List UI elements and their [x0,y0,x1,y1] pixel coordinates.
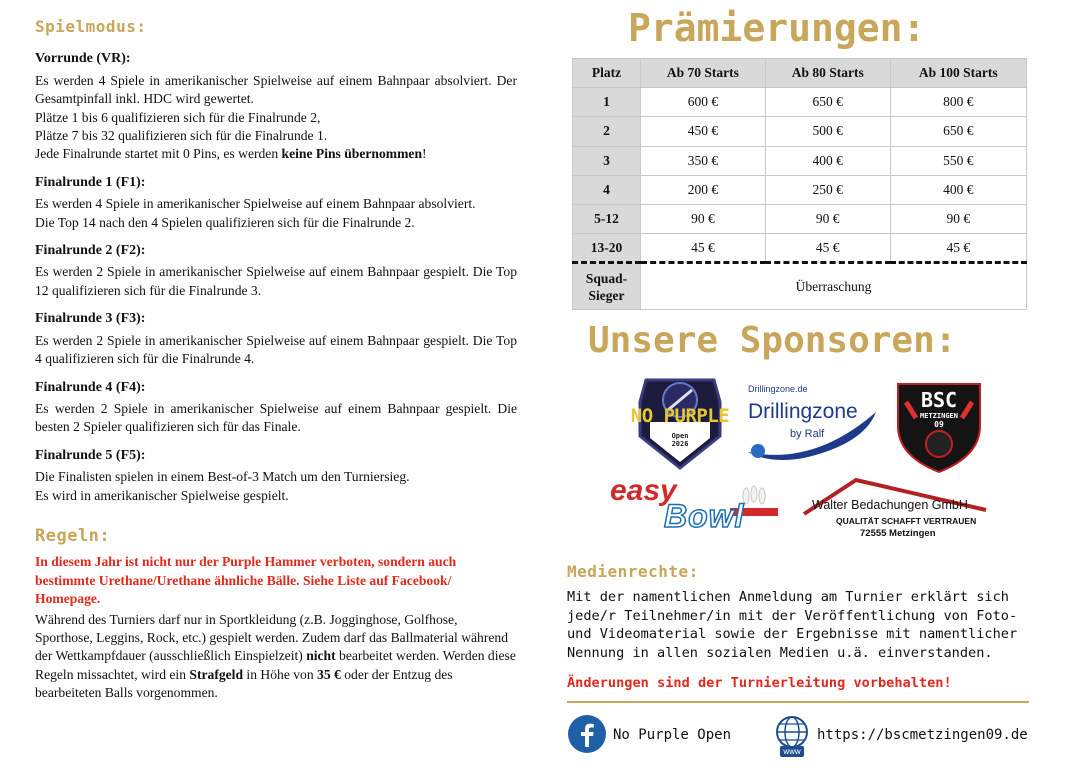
prize-table-header [573,59,1027,88]
drillingzone-url: Drillingzone.de [748,384,808,394]
bsc-metzingen-logo [894,378,984,476]
squad-value: Überraschung [641,263,1027,310]
walter-name: Walter Bedachungen GmbH [812,498,968,512]
vorrunde-text-3: Plätze 7 bis 32 qualifizieren sich für die Finalrunde 1. [35,128,328,144]
col-header-platz: Platz [573,59,641,88]
table-row [573,204,1027,233]
facebook-label[interactable]: No Purple Open [613,727,732,743]
table-cell: 400 € [765,146,890,175]
vorrunde-text-4 [35,145,517,163]
praemierungen-heading: Prämierungen: [628,6,926,50]
vorrunde-text-4a: Jede Finalrunde startet mit 0 Pins, es werden [35,146,282,162]
medien-heading: Medienrechte: [567,562,699,581]
table-cell: 45 € [641,234,766,263]
bsc-num: 09 [934,420,944,429]
f2-title: Finalrunde 2 (F2): [35,243,146,259]
f1-text-2: Die Top 14 nach den 4 Spielen qualifizieren sich für die Finalrunde 2. [35,214,415,230]
squad-label-1: Squad- [585,270,628,286]
table-cell: 400 € [890,175,1026,204]
table-cell: 13-20 [573,234,641,263]
regeln-text-3: in Höhe von [243,666,318,682]
f5-text-2: Es wird in amerikanischer Spielweise gespielt. [35,487,289,503]
table-cell: 2 [573,117,641,146]
regeln-text-4: oder der Entzug des bearbeiteten Balls vorgenommen. [35,666,453,701]
table-cell: 650 € [765,88,890,117]
table-cell: 600 € [641,88,766,117]
table-cell: 250 € [765,175,890,204]
f2-text-1: Es werden 2 Spiele in amerikanischer Spielweise auf einem Bahnpaar gespielt. Die Top 12 qualifizieren sich für die Finalrunde 3. [35,264,517,298]
table-row [573,146,1027,175]
no-purple-name: NO PURPLE [630,405,730,427]
table-row [573,117,1027,146]
table-cell: 45 € [890,234,1026,263]
table-row [573,175,1027,204]
f3-title: Finalrunde 3 (F3): [35,311,146,327]
squad-row [573,263,1027,310]
drillingzone-name: Drillingzone [748,400,858,423]
table-cell: 650 € [890,117,1026,146]
no-purple-logo [624,372,736,472]
f5-text-1: Die Finalisten spielen in einem Best-of-3 Match um den Turniersieg. [35,469,410,485]
easybowl-logo [610,474,780,544]
col-header-80: Ab 80 Starts [765,59,890,88]
regeln-text [35,611,517,703]
medien-section [567,562,1037,693]
walter-city: 72555 Metzingen [860,528,936,539]
table-row [573,88,1027,117]
squad-label-2: Sieger [588,287,625,303]
prize-table [572,58,1027,310]
table-cell: 1 [573,88,641,117]
table-cell: 4 [573,175,641,204]
footer-divider [567,701,1029,703]
table-cell: 3 [573,146,641,175]
sponsoren-heading: Unsere Sponsoren: [588,320,957,361]
squad-label [573,263,641,310]
walter-logo [800,476,990,546]
table-cell: 90 € [765,204,890,233]
medien-text: Mit der namentlichen Anmeldung am Turnier erklärt sich jede/r Teilnehmer/in mit der Veröffentlichung von Foto- und Videomaterial sowie der Ergebnisse mit namentlicher Nennung in allen sozialen Medien u.ä. einverstanden. [567,589,1018,661]
regeln-warning: In diesem Jahr ist nicht nur der Purple Hammer verboten, sondern auch bestimmte Urethane/Urethane ähnliche Bälle. Siehe Liste auf Facebook/ Homepage. [35,554,457,607]
easybowl-part1: easy [610,474,677,507]
no-purple-sub1: Open [671,432,689,440]
f1-text-1: Es werden 4 Spiele in amerikanischer Spielweise auf einem Bahnpaar absolviert. [35,196,476,212]
medien-notice: Änderungen sind der Turnierleitung vorbehalten! [567,675,952,692]
regeln-heading: Regeln: [35,525,111,546]
f4-text-1: Es werden 2 Spiele in amerikanischer Spielweise auf einem Bahnpaar gespielt. Die besten 2 Spieler qualifizieren sich für das Finale. [35,400,517,435]
table-row [573,234,1027,263]
table-cell: 450 € [641,117,766,146]
regeln-text-amount: 35 € [317,666,341,682]
regeln-text-strafgeld: Strafgeld [189,666,244,682]
facebook-icon[interactable] [567,714,607,754]
drillingzone-logo [744,382,880,464]
website-link[interactable]: https://bscmetzingen09.de [817,727,1028,743]
walter-slogan: QUALITÄT SCHAFFT VERTRAUEN [836,516,977,526]
left-column [35,18,517,703]
table-cell: 90 € [641,204,766,233]
table-cell: 5-12 [573,204,641,233]
table-cell: 350 € [641,146,766,175]
col-header-100: Ab 100 Starts [890,59,1026,88]
drillingzone-sub: by Ralf [790,428,825,440]
table-cell: 200 € [641,175,766,204]
bsc-sub: METZINGEN [920,412,958,420]
vorrunde-text-1: Es werden 4 Spiele in amerikanischer Spielweise auf einem Bahnpaar absolviert. Der Gesamtpinfall inkl. HDC wird gewertet. [35,72,517,107]
table-cell: 550 € [890,146,1026,175]
spielmodus-heading: Spielmodus: [35,17,147,36]
table-cell: 500 € [765,117,890,146]
table-cell: 45 € [765,234,890,263]
regeln-text-2: bearbeitet werden. Werden diese Regeln missachtet, wird ein [35,648,516,682]
f4-title: Finalrunde 4 (F4): [35,379,146,395]
f3-text-1: Es werden 2 Spiele in amerikanischer Spielweise auf einem Bahnpaar gespielt. Die Top 4 qualifizieren sich für die Finalrunde 4. [35,332,517,367]
f5-title: Finalrunde 5 (F5): [35,447,146,463]
f1-title: Finalrunde 1 (F1): [35,174,146,190]
col-header-70: Ab 70 Starts [641,59,766,88]
regeln-text-1: Während des Turniers darf nur in Sportkleidung (z.B. Jogginghose, Golfhose, Sporthose, Leggins, Rock, etc.) gespielt werden. Zudem darf das Ballmaterial während der Wettkampfdauer (ausschließlich Einspielzeit) [35,611,508,664]
vorrunde-text-4c: ! [422,146,427,162]
vorrunde-title: Vorrunde (VR): [35,51,131,67]
no-purple-sub2: 2026 [671,440,689,448]
table-cell: 800 € [890,88,1026,117]
globe-icon[interactable] [773,716,811,758]
regeln-text-nicht: nicht [306,648,336,664]
www-label: www [780,746,804,757]
easybowl-part2: Bowl [664,498,745,534]
vorrunde-text-4b: keine Pins übernommen [281,146,423,162]
vorrunde-text-2: Plätze 1 bis 6 qualifizieren sich für die Finalrunde 2, [35,109,321,125]
bsc-name: BSC [920,388,958,412]
table-cell: 90 € [890,204,1026,233]
